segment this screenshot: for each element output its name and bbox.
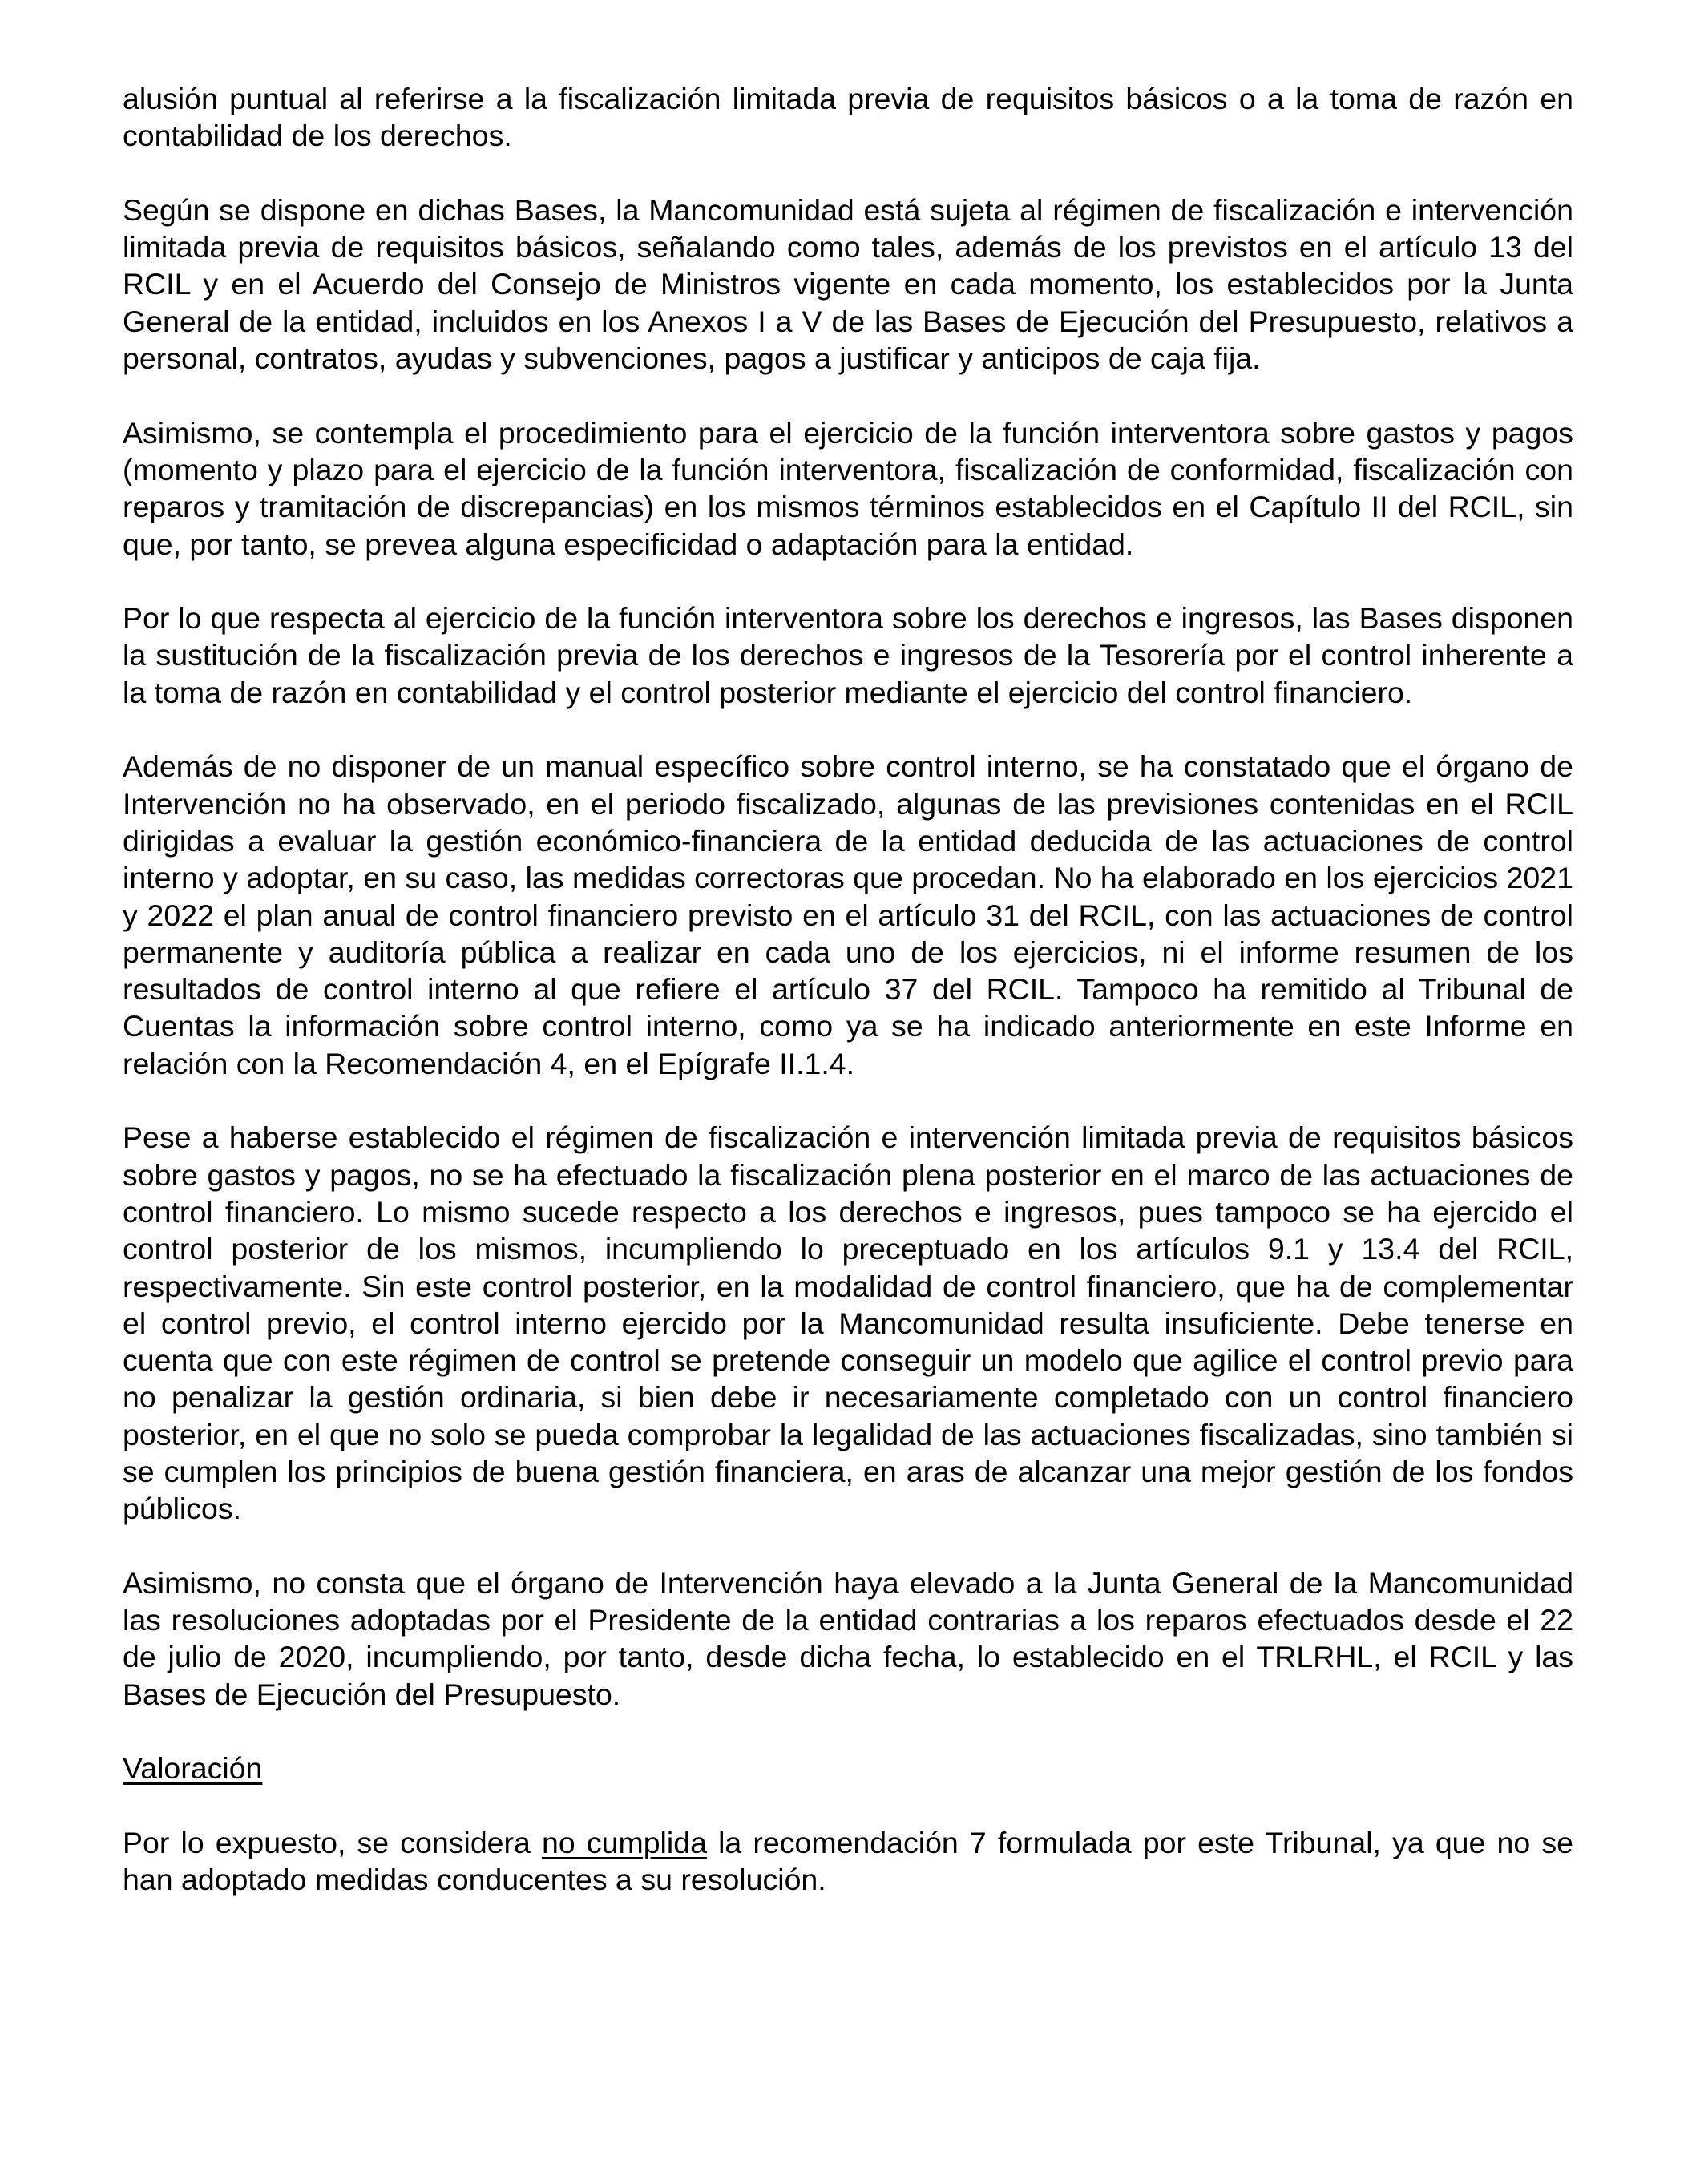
conclusion-text-before: Por lo expuesto, se considera [123, 1825, 543, 1859]
paragraph-reparos-resolutions: Asimismo, no consta que el órgano de Intervención haya elevado a la Junta General de la Mancomunidad las resoluciones adoptadas por el Presidente de la entidad contrarias a los reparos efectuados desde el 22 de julio de 2020, incumpliendo, por tanto, desde dicha fecha, lo establecido en el TRLRHL, el RCIL y las Bases de Ejecución del Presupuesto. [123, 1565, 1573, 1711]
valoracion-heading: Valoración [123, 1751, 263, 1786]
paragraph-internal-control-manual: Además de no disponer de un manual específico sobre control interno, se ha constatado que el órgano de Intervención no ha observado, en el periodo fiscalizado, algunas de las previsiones contenidas en el RCIL dirigidas a evaluar la gestión económico-financiera de la entidad deducida de las actuaciones de control interno y adoptar, en su caso, las medidas correctoras que procedan. No ha elaborado en los ejercicios 2021 y 2022 el plan anual de control financiero previsto en el artículo 31 del RCIL, con las actuaciones de control permanente y auditoría pública a realizar en cada uno de los ejercicios, ni el informe resumen de los resultados de control interno al que refiere el artículo 37 del RCIL. Tampoco ha remitido al Tribunal de Cuentas la información sobre control interno, como ya se ha indicado anteriormente en este Informe en relación con la Recomendación 4, en el Epígrafe II.1.4. [123, 749, 1573, 1080]
paragraph-fiscalization-regime: Según se dispone en dichas Bases, la Mancomunidad está sujeta al régimen de fiscalización e intervención limitada previa de requisitos básicos, señalando como tales, además de los previstos en el artículo 13 del RCIL y en el Acuerdo del Consejo de Ministros vigente en cada momento, los establecidos por la Junta General de la entidad, incluidos en los Anexos I a V de las Bases de Ejecución del Presupuesto, relativos a personal, contratos, ayudas y subvenciones, pagos a justificar y anticipos de caja fija. [123, 192, 1573, 376]
paragraph-rights-income: Por lo que respecta al ejercicio de la función interventora sobre los derechos e ingresos, las Bases disponen la sustitución de la fiscalización previa de los derechos e ingresos de la Tesorería por el control inherente a la toma de razón en contabilidad y el control posterior mediante el ejercicio del control financiero. [123, 601, 1573, 709]
conclusion-verdict-underlined: no cumplida [542, 1825, 707, 1859]
paragraph-posterior-control: Pese a haberse establecido el régimen de fiscalización e intervención limitada previa de requisitos básicos sobre gastos y pagos, no se ha efectuado la fiscalización plena posterior en el marco de las actuaciones de control financiero. Lo mismo sucede respecto a los derechos e ingresos, pues tampoco se ha ejercido el control posterior de los mismos, incumpliendo lo preceptuado en los artículos 9.1 y 13.4 del RCIL, respectivamente. Sin este control posterior, en la modalidad de control financiero, que ha de complementar el control previo, el control interno ejercido por la Mancomunidad resulta insuficiente. Debe tenerse en cuenta que con este régimen de control se pretende conseguir un modelo que agilice el control previo para no penalizar la gestión ordinaria, si bien debe ir necesariamente completado con un control financiero posterior, en el que no solo se pueda comprobar la legalidad de las actuaciones fiscalizadas, sino también si se cumplen los principios de buena gestión financiera, en aras de alcanzar una mejor gestión de los fondos públicos. [123, 1120, 1573, 1526]
conclusion-text-after: la recomendación 7 formulada por este Tribunal, ya que no se han adoptado medidas conducentes a su resolución. [123, 1825, 1573, 1897]
paragraph-conclusion [123, 1824, 1573, 1899]
document-page [123, 80, 1573, 1936]
paragraph-intro-continuation: alusión puntual al referirse a la fiscalización limitada previa de requisitos básicos o a la toma de razón en contabilidad de los derechos. [123, 82, 1573, 153]
paragraph-intervention-procedure: Asimismo, se contempla el procedimiento para el ejercicio de la función interventora sobre gastos y pagos (momento y plazo para el ejercicio de la función interventora, fiscalización de conformidad, fiscalización con reparos y tramitación de discrepancias) en los mismos términos establecidos en el Capítulo II del RCIL, sin que, por tanto, se prevea alguna especificidad o adaptación para la entidad. [123, 415, 1573, 561]
